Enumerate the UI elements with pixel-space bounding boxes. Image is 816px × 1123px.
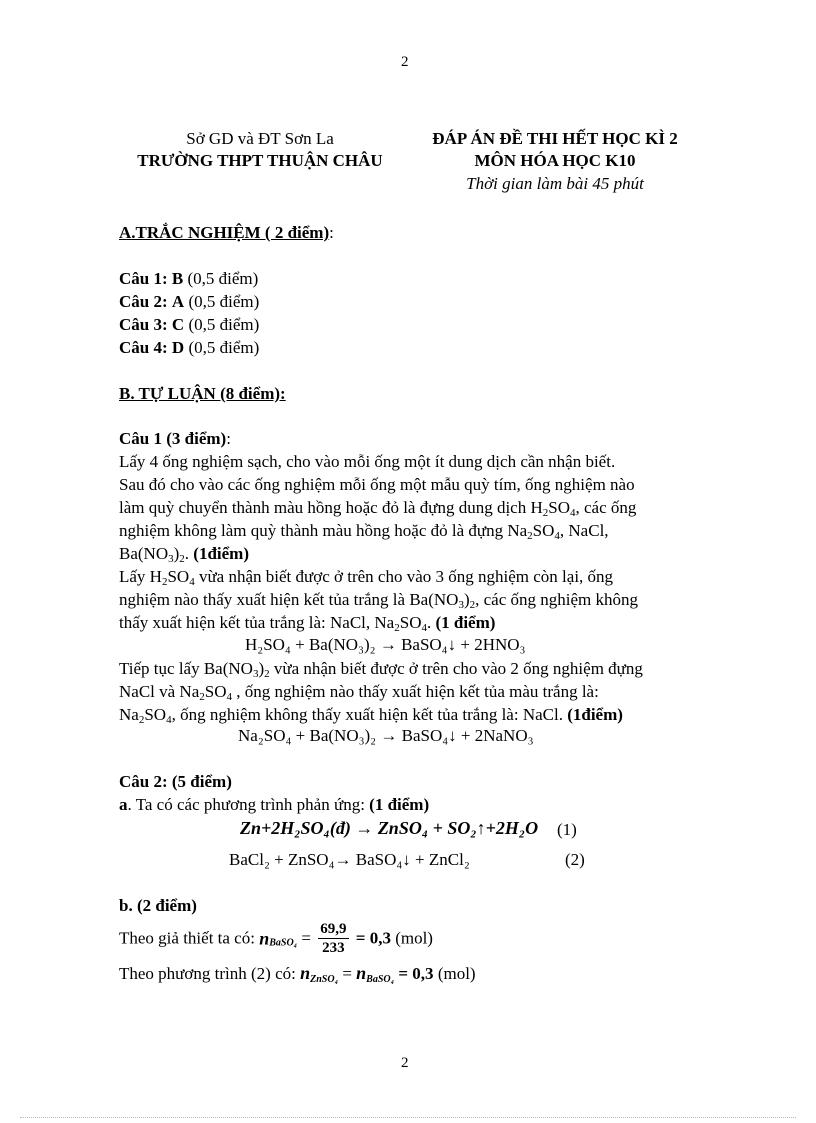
- page-number-bottom: 2: [401, 1055, 409, 1071]
- q2-b-line-1: Theo giả thiết ta có: $n_{BaSO_4}$ = $\frac{69,9}{233}$ = 0,3 (mol): [119, 921, 433, 956]
- page-number-top: 2: [401, 54, 409, 70]
- q1-text-line: Sau đó cho vào các ống nghiệm mỗi ống một mẫu quỳ tím, ống nghiệm nào: [119, 475, 635, 494]
- question-1-heading: Câu 1 (3 điểm):: [119, 429, 231, 448]
- q1-text-line: nghiệm không làm quỳ thành màu hồng hoặc đỏ là đựng $Na_2SO_4$, NaCl,: [119, 521, 609, 542]
- header-title: ĐÁP ÁN ĐỀ THI HẾT HỌC KÌ 2: [432, 129, 678, 148]
- answer-row: Câu 3: C (0,5 điểm): [119, 315, 260, 334]
- q1-text-line: Lấy $H_2SO_4$ vừa nhận biết được ở trên cho vào 3 ống nghiệm còn lại, ống: [119, 567, 614, 588]
- q1-text-line: $Na_2SO_4$, ống nghiệm không thấy xuất hiện kết tủa trắng là: NaCl. (1điểm): [119, 705, 623, 726]
- section-a-heading: A.TRẮC NGHIỆM ( 2 điểm):: [119, 223, 334, 242]
- equation-4-number: (2): [565, 850, 585, 869]
- page-break-divider: [20, 1117, 796, 1118]
- q2-part-b-heading: b. (2 điểm): [119, 896, 197, 915]
- section-b-heading: B. TỰ LUẬN (8 điểm):: [119, 384, 286, 403]
- q1-text-line: Tiếp tục lấy $Ba(NO_3)_2$ vừa nhận biết được ở trên cho vào 2 ống nghiệm đựng: [119, 659, 643, 680]
- q1-text-line: nghiệm nào thấy xuất hiện kết tủa trắng là $Ba(NO_3)_2$, các ống nghiệm không: [119, 590, 638, 611]
- answer-row: Câu 1: B (0,5 điểm): [119, 269, 259, 288]
- header-school: TRƯỜNG THPT THUẬN CHÂU: [137, 151, 383, 170]
- q1-text-line: thấy xuất hiện kết tủa trắng là: NaCl, $Na_2SO_4$. (1 điểm): [119, 613, 496, 634]
- equation-2: Na₂SO₄ + Ba(NO₃)₂ → BaSO₄↓ + 2NaNO₃: [238, 726, 534, 745]
- answer-row: Câu 2: A (0,5 điểm): [119, 292, 260, 311]
- question-2-heading: Câu 2: (5 điểm): [119, 772, 232, 791]
- q1-text-line: làm quỳ chuyển thành màu hồng hoặc đỏ là đựng dung dịch $H_2SO_4$, các ống: [119, 498, 637, 519]
- equation-3-number: (1): [557, 820, 577, 839]
- answer-row: Câu 4: D (0,5 điểm): [119, 338, 260, 357]
- q1-text-line: NaCl và $Na_2SO_4$ , ống nghiệm nào thấy xuất hiện kết tủa màu trắng là:: [119, 682, 599, 703]
- q1-text-line: $Ba(NO_3)_2$. (1điểm): [119, 544, 249, 565]
- q1-text-line: Lấy 4 ống nghiệm sạch, cho vào mỗi ống một ít dung dịch cần nhận biết.: [119, 452, 616, 471]
- fraction: $\frac{69,9}{233}$: [320, 921, 347, 956]
- q2-part-a: a. Ta có các phương trình phản ứng: (1 điểm): [119, 795, 430, 814]
- header-time: Thời gian làm bài 45 phút: [466, 174, 644, 193]
- equation-3: Zn+2H₂SO₄(đ) → ZnSO₄ + SO₂↑+2H₂O: [240, 818, 539, 838]
- q2-b-line-2: Theo phương trình (2) có: $n_{ZnSO_4} = n_{BaSO_4} = 0,3$ (mol): [119, 963, 476, 985]
- header-subject: MÔN HÓA HỌC K10: [474, 151, 636, 170]
- equation-1: H₂SO₄ + Ba(NO₃)₂ → BaSO₄↓ + 2HNO₃: [245, 635, 526, 654]
- header-department: Sở GD và ĐT Sơn La: [186, 129, 334, 148]
- equation-4: BaCl₂ + ZnSO₄→ BaSO₄↓ + ZnCl₂: [229, 850, 470, 869]
